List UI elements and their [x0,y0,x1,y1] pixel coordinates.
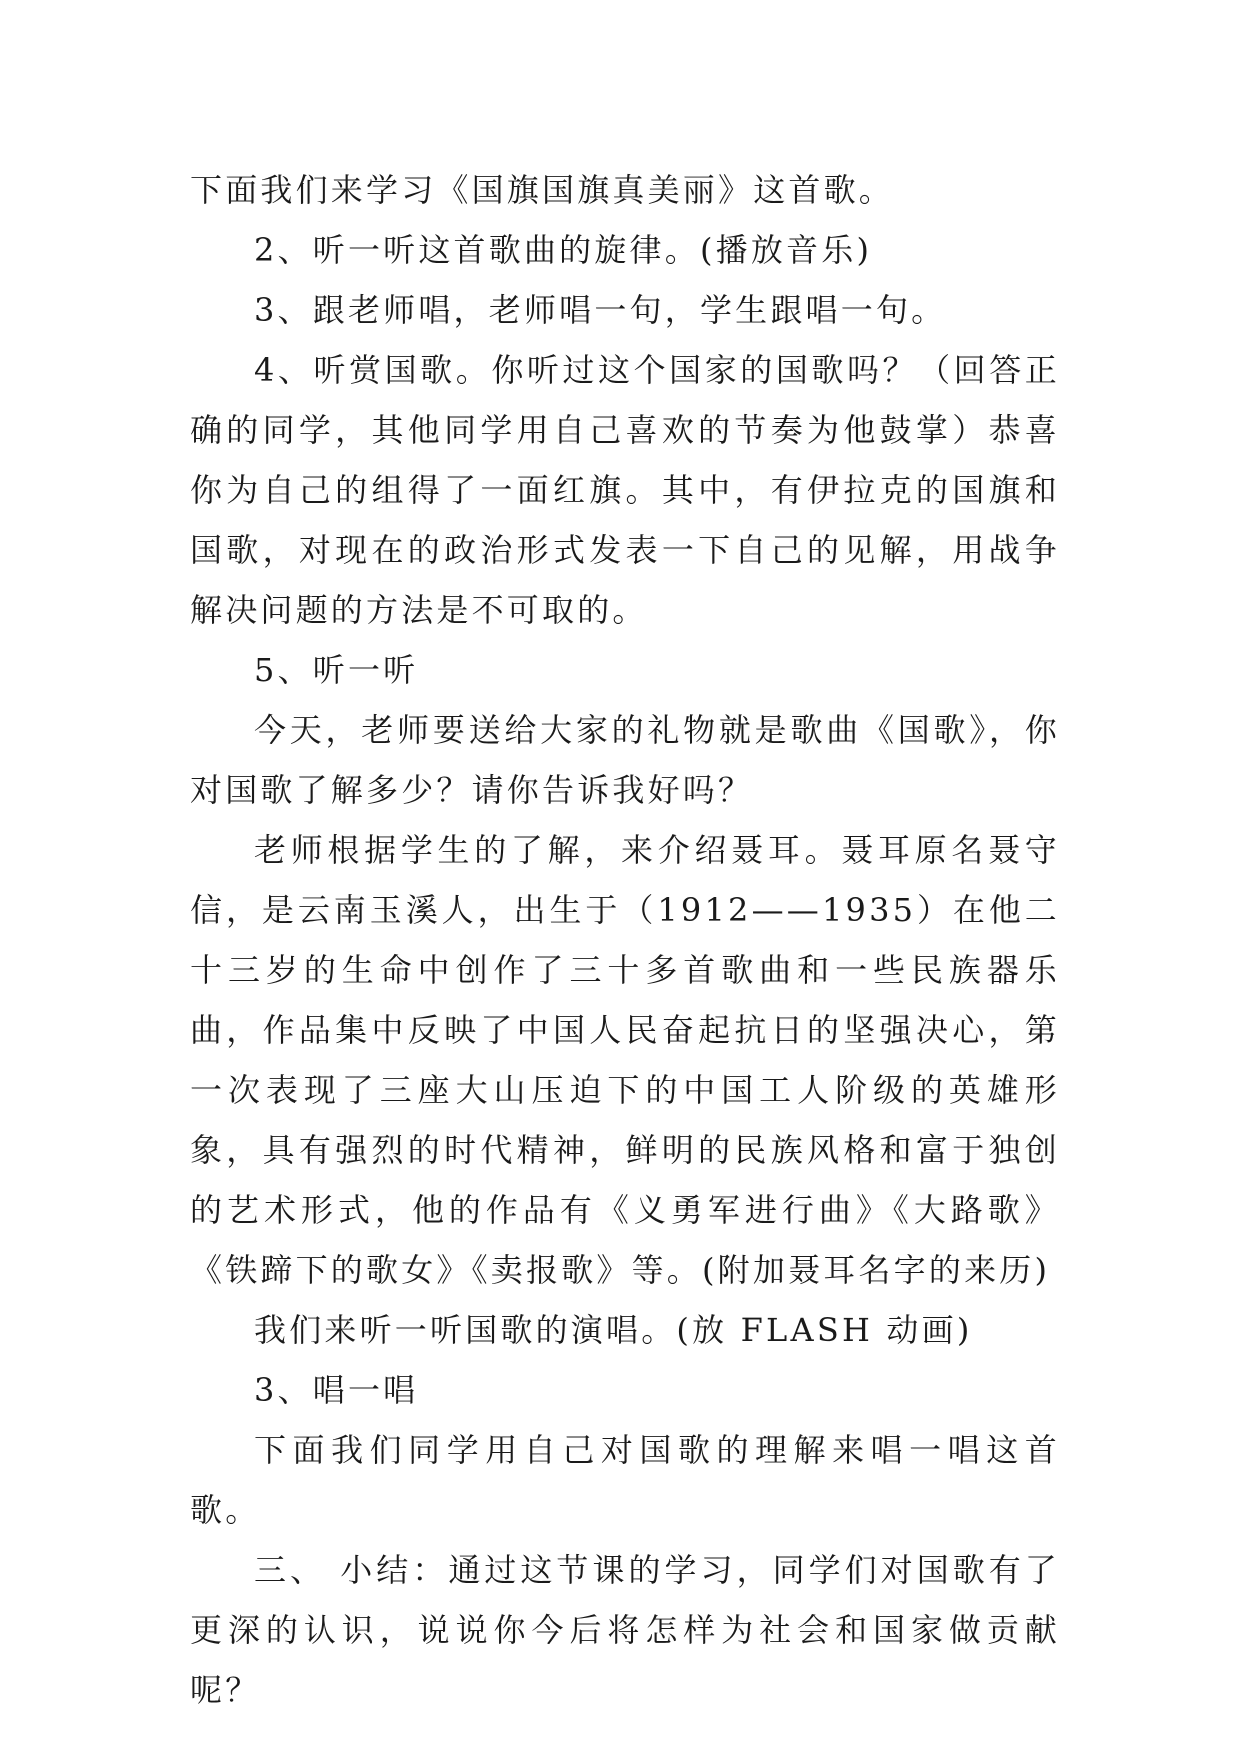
paragraph-6: 今天，老师要送给大家的礼物就是歌曲《国歌》，你对国歌了解多少？请你告诉我好吗？ [190,711,1060,809]
paragraph-2: 2、听一听这首歌曲的旋律。(播放音乐) [254,231,873,269]
paragraph-8: 我们来听一听国歌的演唱。(放 FLASH 动画) [254,1311,973,1349]
paragraph-11: 三、 小结：通过这节课的学习，同学们对国歌有了更深的认识，说说你今后将怎样为社会和国家做贡献呢？ [190,1551,1060,1709]
document-body [190,160,1060,1720]
paragraph-5: 5、听一听 [254,651,419,689]
paragraph-1: 下面我们来学习《国旗国旗真美丽》这首歌。 [190,171,895,209]
paragraph-9: 3、唱一唱 [254,1371,419,1409]
paragraph-4: 4、听赏国歌。你听过这个国家的国歌吗？（回答正确的同学，其他同学用自己喜欢的节奏为他鼓掌）恭喜你为自己的组得了一面红旗。其中，有伊拉克的国旗和国歌，对现在的政治形式发表一下自己的见解，用战争解决问题的方法是不可取的。 [190,351,1060,629]
paragraph-7: 老师根据学生的了解，来介绍聂耳。聂耳原名聂守信，是云南玉溪人，出生于（1912——1935）在他二十三岁的生命中创作了三十多首歌曲和一些民族器乐曲，作品集中反映了中国人民奋起抗日的坚强决心，第一次表现了三座大山压迫下的中国工人阶级的英雄形象，具有强烈的时代精神，鲜明的民族风格和富于独创的艺术形式，他的作品有《义勇军进行曲》《大路歌》《铁蹄下的歌女》《卖报歌》等。(附加聂耳名字的来历) [190,831,1060,1289]
paragraph-3: 3、跟老师唱，老师唱一句，学生跟唱一句。 [254,291,947,329]
paragraph-10: 下面我们同学用自己对国歌的理解来唱一唱这首歌。 [190,1431,1060,1529]
